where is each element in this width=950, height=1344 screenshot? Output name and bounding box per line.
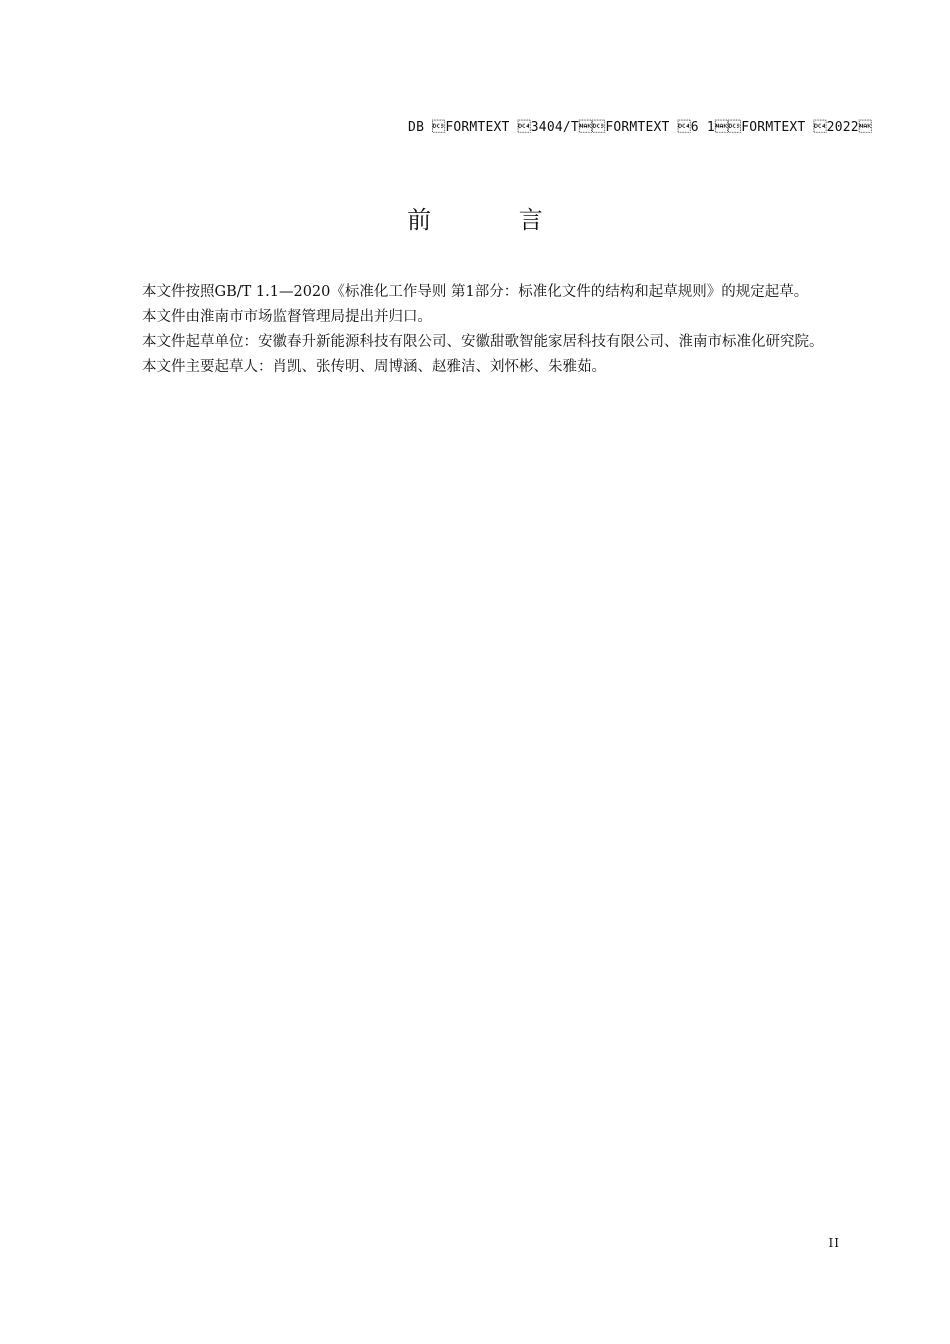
foreword-paragraph-proposer: 本文件由淮南市市场监督管理局提出并归口。 [142, 309, 432, 325]
foreword-paragraph-drafting-units: 本文件起草单位：安徽春升新能源科技有限公司、安徽甜歌智能家居科技有限公司、淮南市标准化研究院。 [142, 334, 824, 350]
foreword-body [113, 280, 863, 380]
foreword-paragraph-drafting-rules: 本文件按照GB/T 1.1—2020《标准化工作导则 第1部分：标准化文件的结构和起草规则》的规定起草。 [142, 284, 809, 300]
standard-code-header: DB FORMTEXT 3404/TFORMTEXT 6 1FORMTEXT 2022 [408, 120, 872, 135]
foreword-paragraph-drafters: 本文件主要起草人：肖凯、张传明、周博涵、赵雅洁、刘怀彬、朱雅茹。 [142, 359, 606, 375]
page-title: 前 言 [407, 206, 583, 234]
page-number: II [828, 1236, 840, 1250]
